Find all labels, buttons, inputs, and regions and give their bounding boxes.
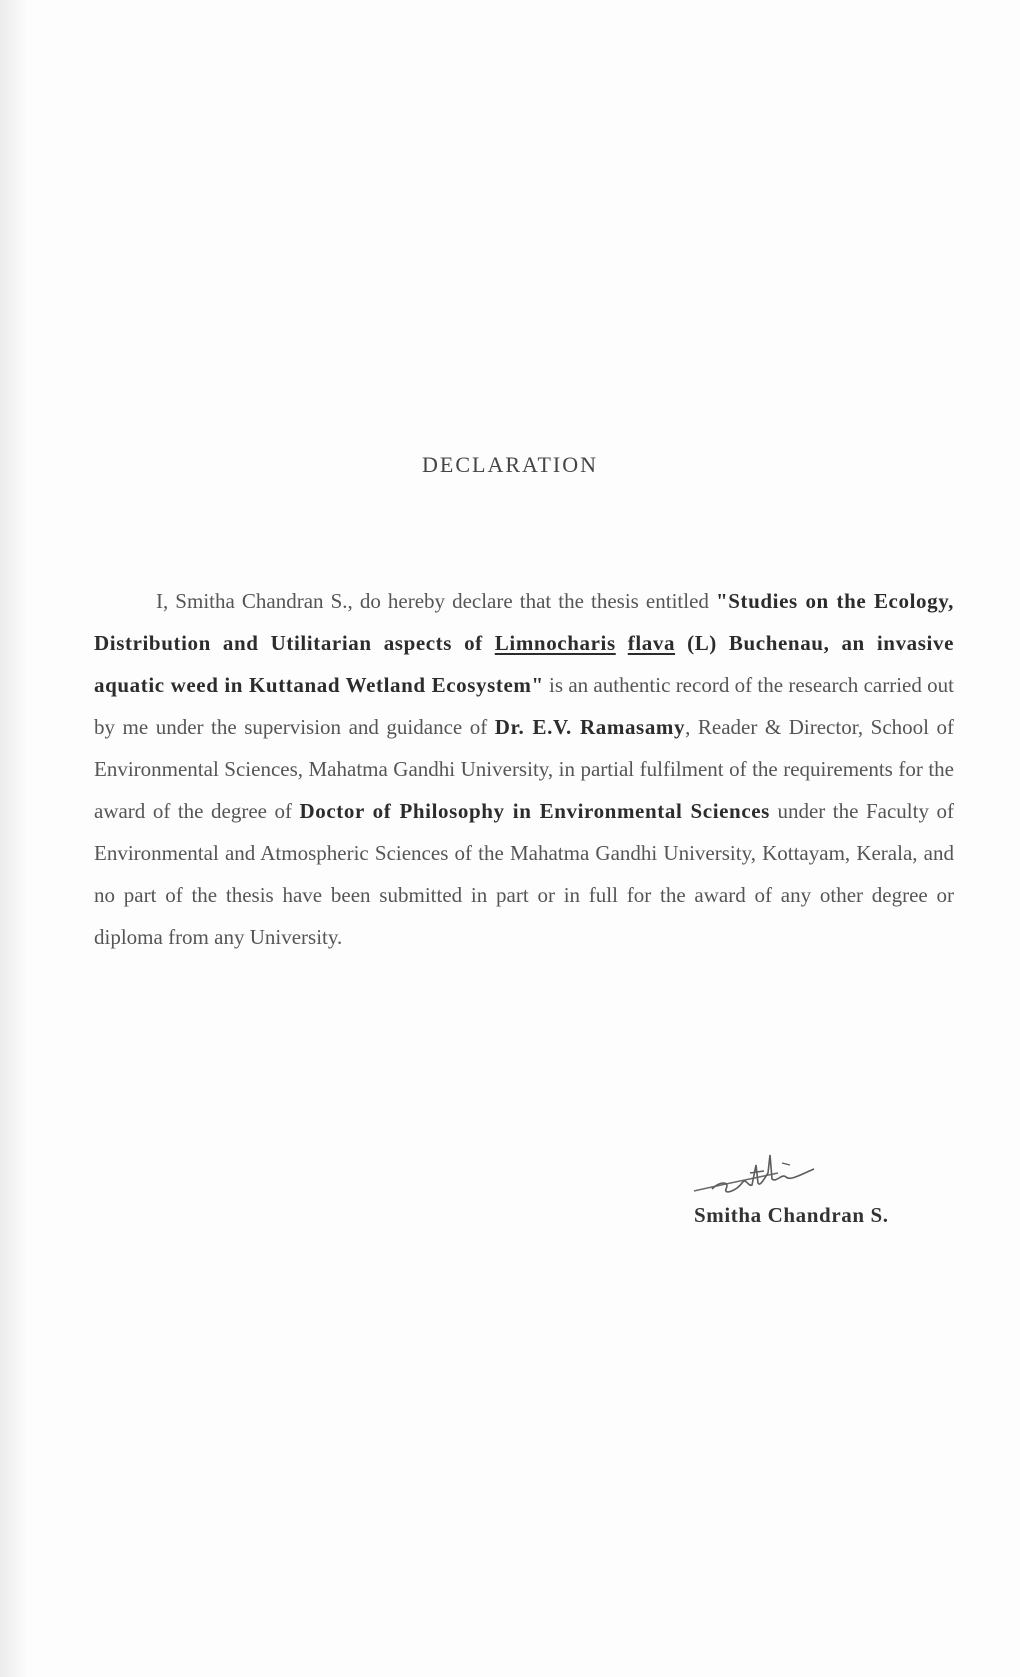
page-edge-shadow: [0, 0, 28, 1677]
page-title: DECLARATION: [422, 452, 598, 477]
species-genus: Limnocharis: [494, 631, 616, 655]
declaration-text-after-supervisor: , Reader & Director, School of Environmental Sciences, Mahatma Gandhi University, in partial fulfilment of the requirements for the award of the degree of: [94, 715, 954, 823]
species-epithet: flava: [627, 631, 676, 655]
declaration-paragraph: [94, 580, 954, 958]
supervisor-name: Dr. E.V. Ramasamy: [494, 715, 686, 739]
thesis-title-part2: (L) Buchenau, an invasive aquatic weed in Kuttanad Wetland Ecosystem": [94, 631, 954, 697]
declaration-text-after-degree: under the Faculty of Environmental and Atmospheric Sciences of the Mahatma Gandhi University, Kottayam, Kerala, and no part of the thesis have been submitted in part or in full for the award of any other degree or diploma from any University.: [94, 799, 954, 949]
thesis-title-part1: "Studies on the Ecology, Distribution and Utilitarian aspects of: [94, 589, 954, 655]
degree-name: Doctor of Philosophy in Environmental Sciences: [299, 799, 770, 823]
signature-mark: [690, 1143, 820, 1203]
declaration-intro: I, Smitha Chandran S., do hereby declare that the thesis entitled: [156, 589, 716, 613]
signer-name: Smitha Chandran S.: [694, 1203, 889, 1227]
declaration-text-after-title: is an authentic record of the research carried out by me under the supervision and guidance of: [94, 673, 954, 739]
